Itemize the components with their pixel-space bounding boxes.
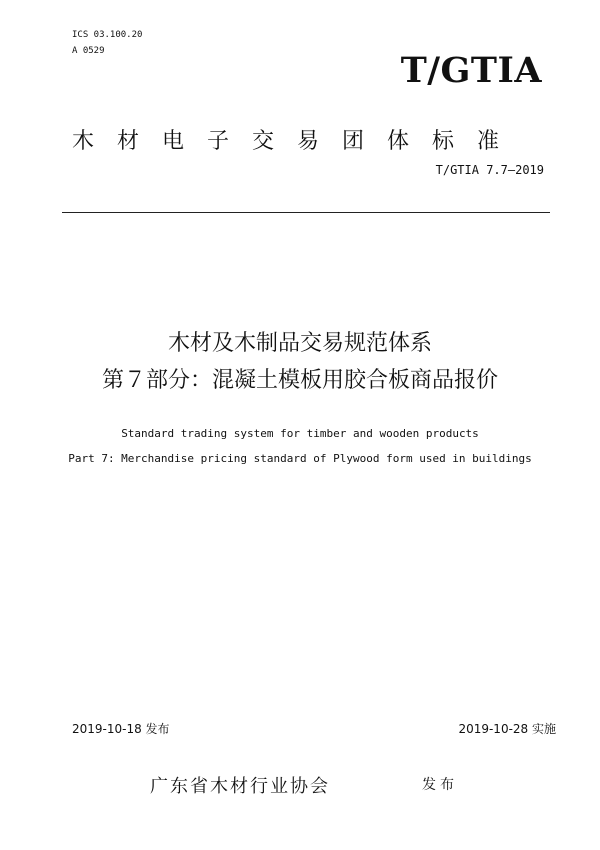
title-en-line1: Standard trading system for timber and wooden products [121, 427, 479, 440]
title-cn-line2: 第７部分：混凝土模板用胶合板商品报价 [101, 368, 498, 393]
ccs-code: A 0529 [72, 46, 105, 56]
issuing-organization: 广东省木材行业协会 [150, 776, 330, 797]
publish-date: 2019-10-18 发布 [72, 722, 170, 736]
standard-category: 木材电子交易团体标准 [72, 129, 523, 154]
implement-date: 2019-10-28 实施 [458, 722, 556, 736]
issue-label: 发布 [422, 777, 458, 793]
ics-code: ICS 03.100.20 [72, 30, 143, 40]
standard-logo: T/GTIA [400, 50, 542, 91]
header-divider [62, 212, 550, 213]
title-en-line2: Part 7: Merchandise pricing standard of Plywood form used in buildings [68, 452, 532, 465]
standard-number: T/GTIA 7.7—2019 [435, 163, 544, 177]
title-cn-line1: 木材及木制品交易规范体系 [167, 331, 432, 356]
